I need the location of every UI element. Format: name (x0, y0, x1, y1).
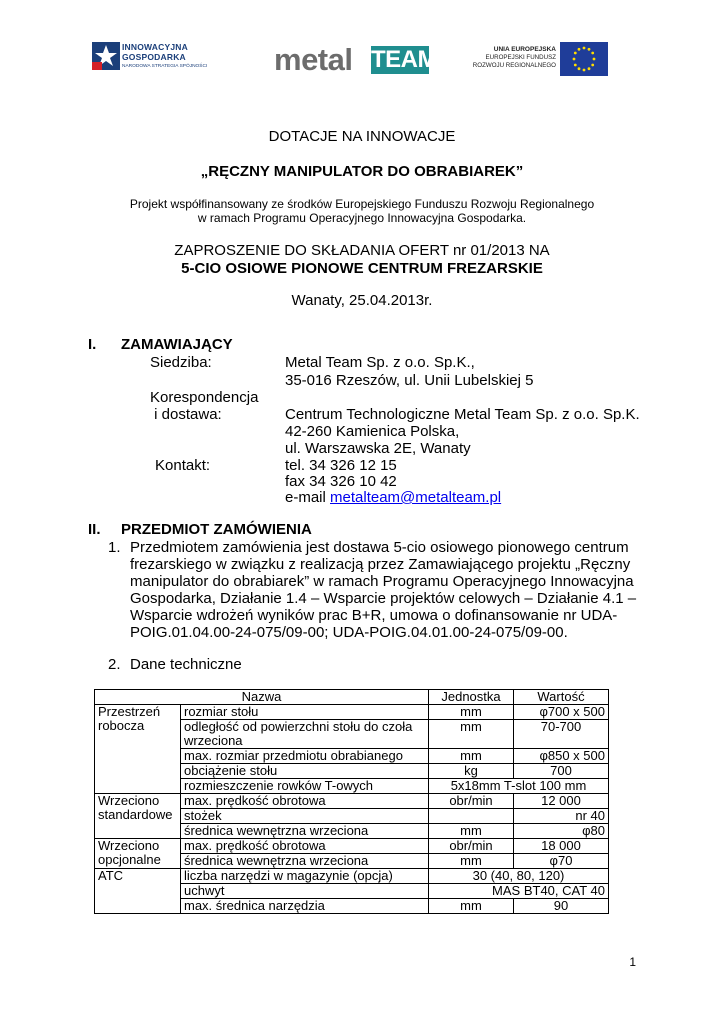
row-value: 12 000 (514, 794, 609, 809)
row-name: odległość od powierzchni stołu do czoła wrzeciona (181, 720, 429, 749)
row-unit: mm (429, 720, 514, 749)
group-standard-spindle: Wrzeciono standardowe (95, 794, 181, 839)
eu-logo (472, 42, 608, 82)
logo-metal-text: metal (274, 42, 353, 77)
header-name: Nazwa (95, 690, 429, 705)
header-value: Wartość (514, 690, 609, 705)
project-title: „RĘCZNY MANIPULATOR DO OBRABIAREK” (200, 163, 524, 180)
table-row (95, 869, 609, 884)
group-atc: ATC (95, 869, 181, 914)
header-unit: Jednostka (429, 690, 514, 705)
section-1-heading: ZAMAWIAJĄCY (121, 336, 233, 353)
place-date: Wanaty, 25.04.2013r. (291, 292, 433, 309)
eu-flag-icon (560, 42, 608, 76)
row-merged-value: 30 (40, 80, 120) (429, 869, 609, 884)
row-name: max. rozmiar przedmiotu obrabianego (181, 749, 429, 764)
row-value: 70-700 (514, 720, 609, 749)
row-name: stożek (181, 809, 429, 824)
row-value: φ80 (514, 824, 609, 839)
row-merged-value: MAS BT40, CAT 40 (429, 884, 609, 899)
cofund-line-2: w ramach Programu Operacyjnego Innowacyjna Gospodarka. (197, 211, 527, 225)
row-unit: obr/min (429, 794, 514, 809)
row-unit: mm (429, 854, 514, 869)
correspondence-line-3: ul. Warszawska 2E, Wanaty (285, 440, 471, 457)
row-value: 18 000 (514, 839, 609, 854)
row-value: φ70 (514, 854, 609, 869)
row-value: φ700 x 500 (514, 705, 609, 720)
group-optional-spindle: Wrzeciono opcjonalne (95, 839, 181, 869)
cofund-line-1: Projekt współfinansowany ze środków Europejskiego Funduszu Rozwoju Regionalnego (129, 197, 595, 211)
seat-line-2: 35-016 Rzeszów, ul. Unii Lubelskiej 5 (285, 372, 534, 389)
row-unit: mm (429, 705, 514, 720)
correspondence-label-2: i dostawa: (154, 406, 222, 423)
row-name: max. prędkość obrotowa (181, 794, 429, 809)
technical-data-table (94, 689, 609, 914)
email-prefix: e-mail (285, 489, 331, 506)
table-row (95, 794, 609, 809)
seat-label: Siedziba: (150, 354, 212, 371)
row-unit: mm (429, 749, 514, 764)
row-value: φ850 x 500 (514, 749, 609, 764)
row-unit: obr/min (429, 839, 514, 854)
row-name: liczba narzędzi w magazynie (opcja) (181, 869, 429, 884)
email-link[interactable]: metalteam@metalteam.pl (330, 489, 502, 506)
row-unit: mm (429, 824, 514, 839)
row-name: rozmiar stołu (181, 705, 429, 720)
page-number: 1 (629, 955, 636, 969)
section-2-number: II. (88, 521, 101, 538)
item-1-number: 1. (108, 539, 121, 556)
table-row (95, 839, 609, 854)
row-value: 90 (514, 899, 609, 914)
row-value: 700 (514, 764, 609, 779)
row-name: obciążenie stołu (181, 764, 429, 779)
seat-line-1: Metal Team Sp. z o.o. Sp.K., (285, 354, 475, 371)
row-name: max. średnica narzędzia (181, 899, 429, 914)
row-name: średnica wewnętrzna wrzeciona (181, 854, 429, 869)
correspondence-line-1: Centrum Technologiczne Metal Team Sp. z o.o. Sp.K. (285, 406, 640, 423)
contact-email-line (285, 489, 501, 506)
contact-fax: fax 34 326 10 42 (285, 473, 397, 490)
section-2-heading: PRZEDMIOT ZAMÓWIENIA (121, 521, 312, 538)
contact-label: Kontakt: (155, 457, 211, 474)
ig-logo-icon (92, 42, 120, 70)
row-name: średnica wewnętrzna wrzeciona (181, 824, 429, 839)
table-row (95, 705, 609, 720)
logo-team-text: TEAM (371, 46, 437, 73)
row-merged-value: 5x18mm T-slot 100 mm (429, 779, 609, 794)
eu-logo-text: UNIA EUROPEJSKA EUROPEJSKI FUNDUSZ ROZWOJU REGIONALNEGO (472, 46, 556, 69)
item-2-label: Dane techniczne (130, 656, 242, 673)
contact-tel: tel. 34 326 12 15 (285, 457, 397, 474)
ig-logo-text: INNOWACYJNA GOSPODARKA (122, 42, 188, 62)
item-2-number: 2. (108, 656, 121, 673)
doc-heading: DOTACJE NA INNOWACJE (268, 128, 456, 145)
table-header-row (95, 690, 609, 705)
row-unit (429, 809, 514, 824)
correspondence-label-1: Korespondencja (150, 389, 259, 406)
row-name: max. prędkość obrotowa (181, 839, 429, 854)
row-value: nr 40 (514, 809, 609, 824)
row-unit: mm (429, 899, 514, 914)
row-unit: kg (429, 764, 514, 779)
correspondence-line-2: 42-260 Kamienica Polska, (285, 423, 460, 440)
group-workspace: Przestrzeń robocza (95, 705, 181, 794)
section-1-number: I. (88, 336, 97, 353)
invitation-line-1: ZAPROSZENIE DO SKŁADANIA OFERT nr 01/2013 NA (174, 242, 550, 259)
ig-logo-subtitle: NARODOWA STRATEGIA SPÓJNOŚCI (122, 64, 208, 69)
innowacyjna-gospodarka-logo (88, 36, 220, 86)
invitation-line-2: 5-CIO OSIOWE PIONOWE CENTRUM FREZARSKIE (181, 260, 543, 277)
item-1-paragraph: Przedmiotem zamówienia jest dostawa 5-cio osiowego pionowego centrum frezarskiego w związku z realizacją przez Zamawiającego projektu „Ręczny manipulator do obrabiarek” w ramach Programu Operacyjnego Innowacyjna Gospodarka, Działanie 1.4 – Wsparcie projektów celowych – Działanie 4.1 – Wsparcie wdrożeń wyników prac B+R, umowa o dofinansowanie nr UDA- POIG.01.04.00-24-075/09-00; UDA-POIG.04.01.00-24-075/09-00. (130, 539, 637, 641)
row-name: uchwyt (181, 884, 429, 899)
row-name: rozmieszczenie rowków T-owych (181, 779, 429, 794)
